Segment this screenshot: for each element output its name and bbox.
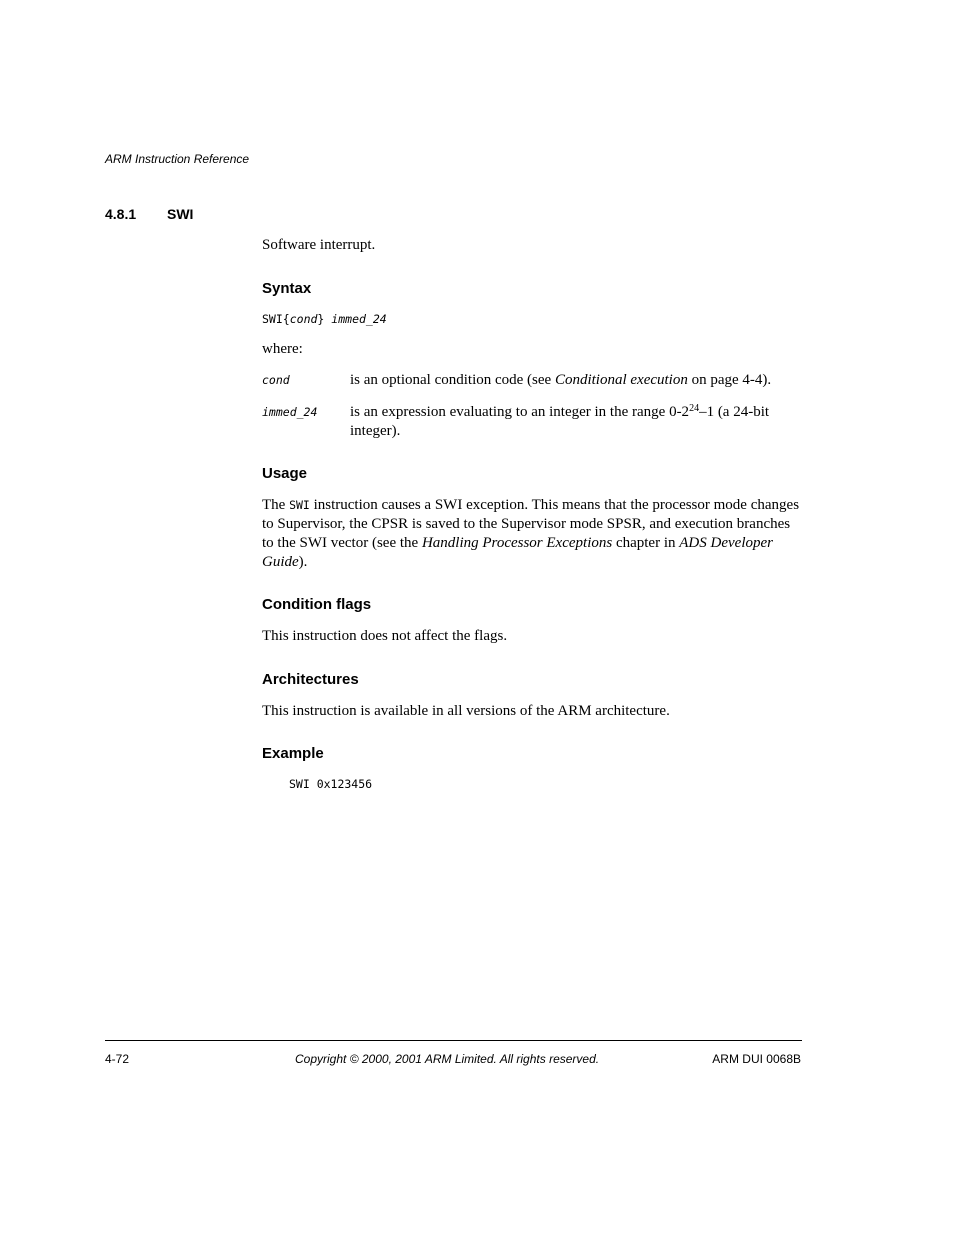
param-desc-immed24: is an expression evaluating to an integer in the range $0-2^{24}-1$ (a 24-bit integer). [350,403,770,439]
handling-exceptions-ref: Handling Processor Exceptions [421,535,613,551]
ads-guide-ref: ADS Developer Guide [262,535,773,570]
param-name-immed24: immed_24 [262,405,318,419]
syntax-cond: cond [289,312,318,326]
swi-code: SWI [289,498,310,512]
condition-flags-text: This instruction does not affect the flags. [262,628,508,644]
section-number: 4.8.1 [105,206,137,222]
conditional-execution-ref: Conditional execution [554,372,688,388]
syntax-brace-close: } [317,312,325,326]
condition-flags-heading: Condition flags [262,596,372,613]
usage-paragraph: The SWI instruction causes a SWI exception. This means that the processor mode changes to Supervisor, the CPSR is saved to the Supervisor mode SPSR, and execution branches to the SWI vector (see the Handling Processor Exceptions chapter in ADS Developer Guide). [262,497,800,570]
param-name-cond: cond [262,373,290,387]
syntax-instr: SWI [262,312,283,326]
syntax-operand: immed_24 [331,312,387,326]
usage-heading: Usage [262,465,308,482]
syntax-code [262,312,387,326]
copyright-notice: Copyright © 2000, 2001 ARM Limited. All rights reserved. [295,1052,600,1066]
where-label: where: [262,341,303,357]
architectures-text: This instruction is available in all versions of the ARM architecture. [262,703,670,719]
running-header: ARM Instruction Reference [105,152,250,166]
section-title: SWI [167,206,194,222]
syntax-brace-open: { [282,312,290,326]
syntax-heading: Syntax [262,280,312,297]
footer-rule [105,1040,802,1041]
page-number: 4-72 [105,1052,130,1066]
document-id: ARM DUI 0068B [712,1052,801,1066]
section-summary: Software interrupt. [262,237,376,253]
exponent: 24 [689,403,700,414]
architectures-heading: Architectures [262,671,359,688]
param-desc-cond: is an optional condition code (see Conditional execution on page 4-4). [350,372,772,388]
example-heading: Example [262,745,324,762]
example-code: SWI 0x123456 [289,777,373,791]
